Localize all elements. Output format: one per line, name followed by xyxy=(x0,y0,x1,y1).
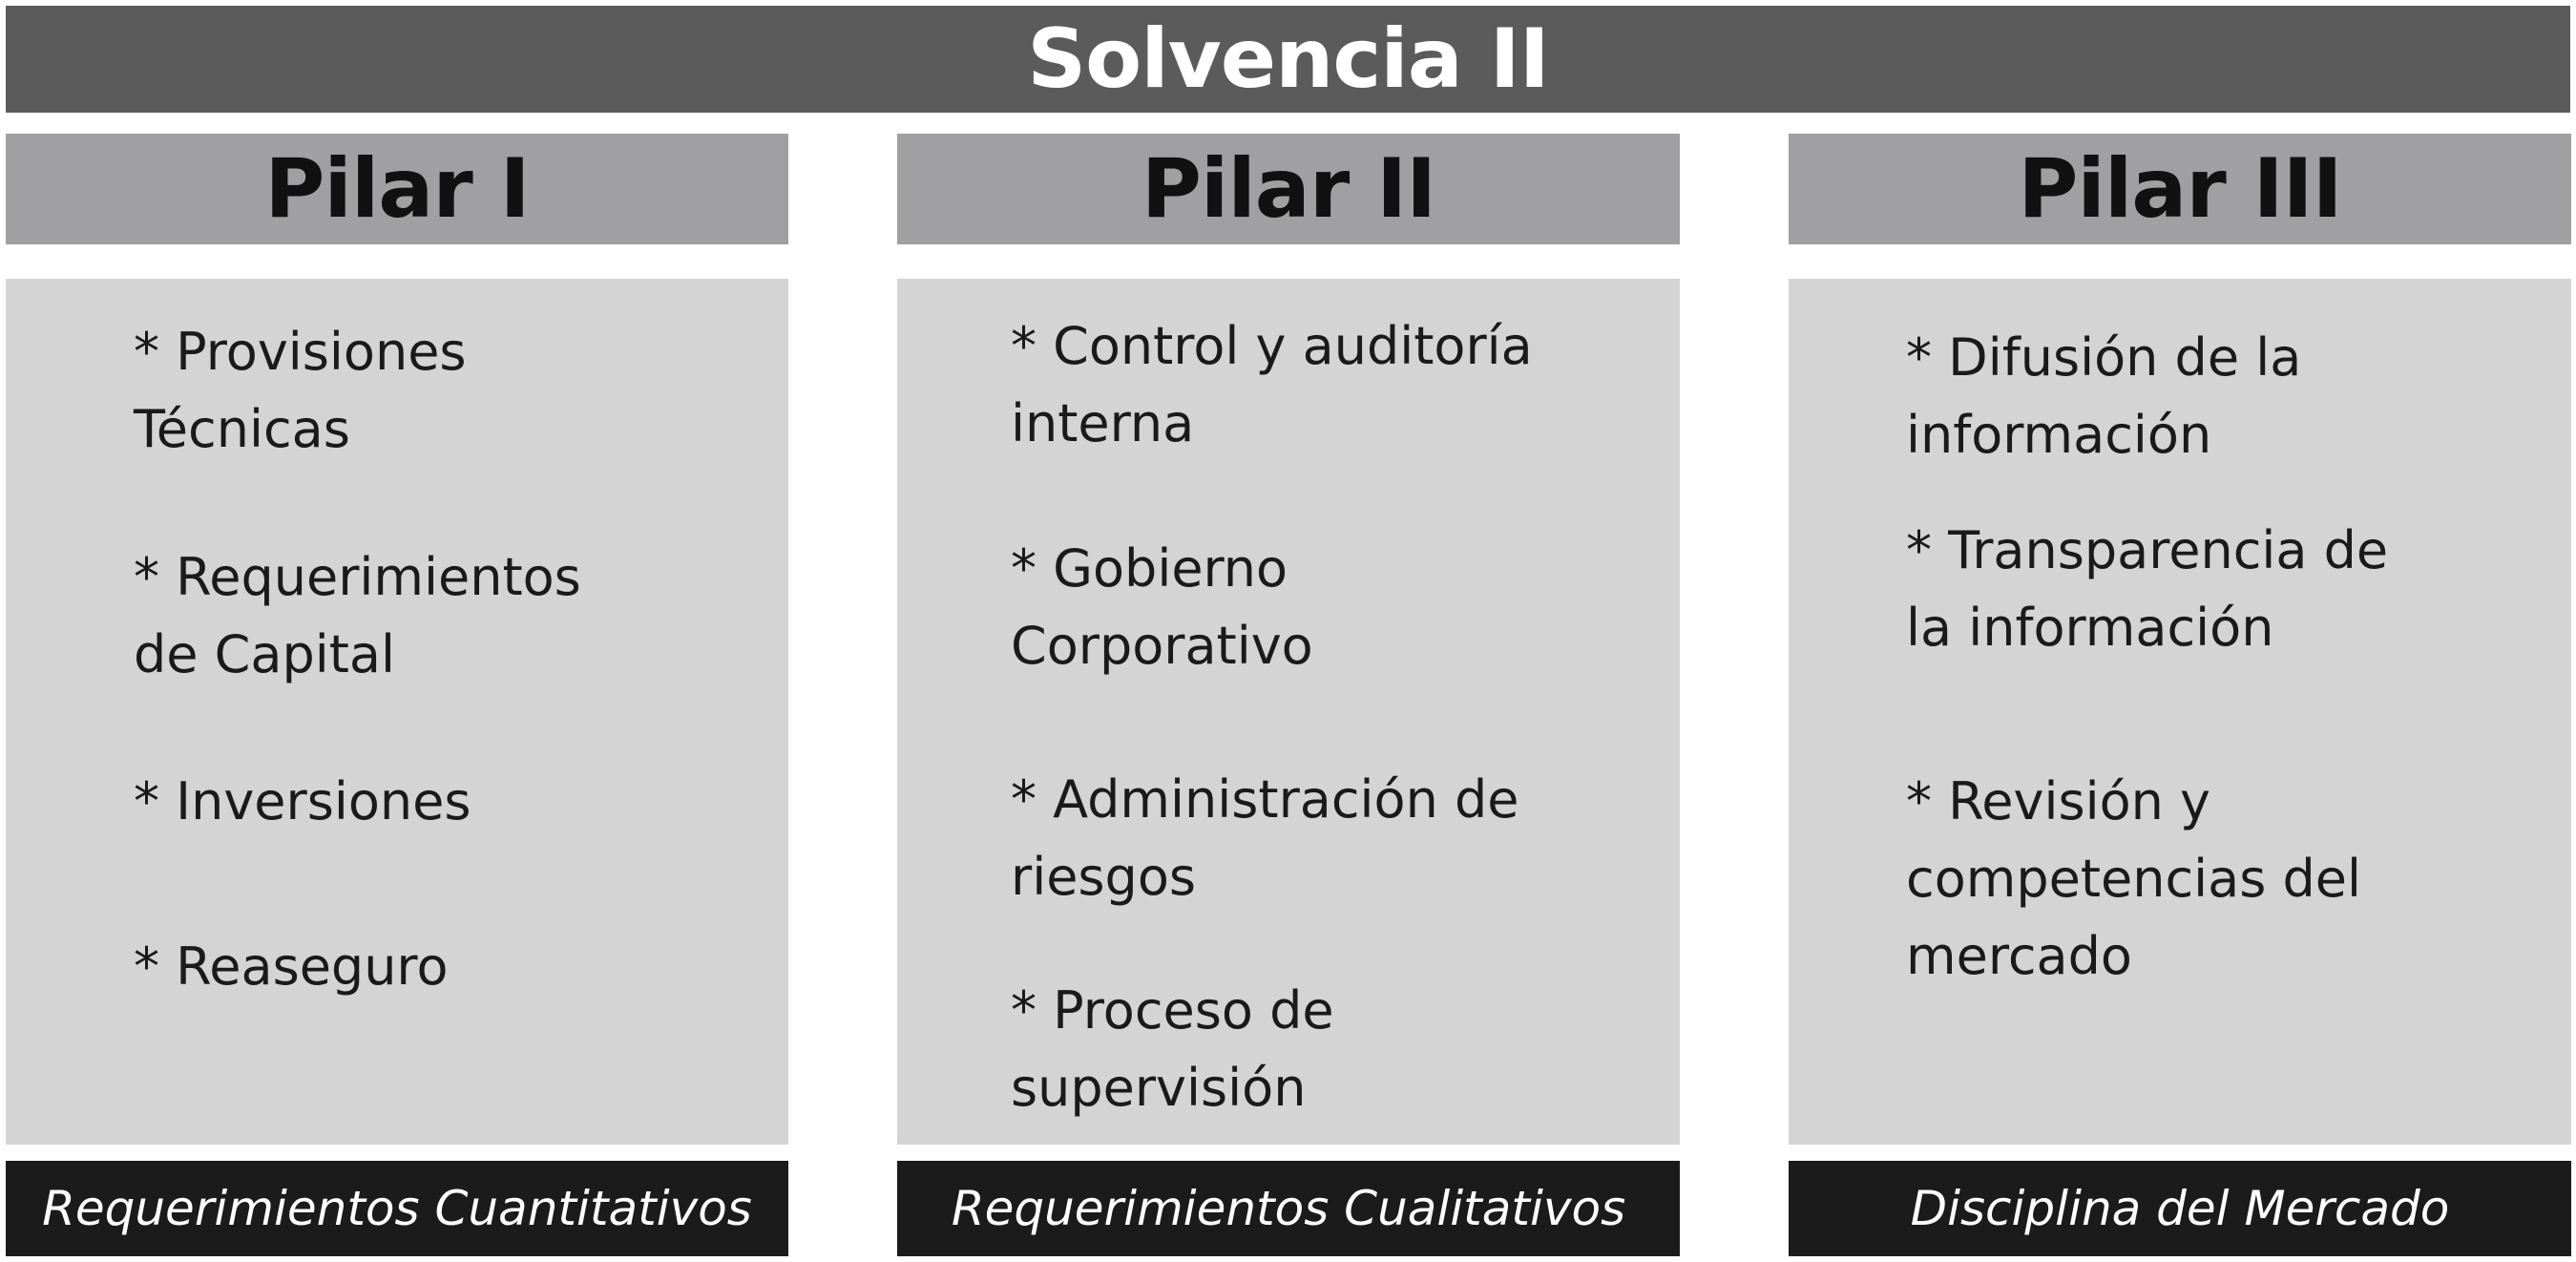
pillar-1-item-inversiones: * Inversiones xyxy=(134,771,471,831)
pillar-3-item-revision: * Revisión y competencias del mercado xyxy=(1906,771,2362,986)
pillar-2-item-control: * Control y auditoría interna xyxy=(1011,316,1533,453)
pillar-1-item-reaseguro: * Reaseguro xyxy=(134,936,449,997)
pillar-3-body xyxy=(1789,279,2571,1145)
pillar-2-item-gobierno: * Gobierno Corporativo xyxy=(1011,538,1313,676)
pillar-2-item-proceso: * Proceso de supervisión xyxy=(1011,980,1334,1118)
pillar-1-body xyxy=(6,279,788,1145)
pillar-1-header: Pilar I xyxy=(6,134,788,244)
pillar-2-item-administracion: * Administración de riesgos xyxy=(1011,769,1519,907)
pillar-3-item-difusion: * Difusión de la información xyxy=(1906,327,2302,465)
pillar-2-body xyxy=(897,279,1680,1145)
pillar-3-footer: Disciplina del Mercado xyxy=(1789,1161,2571,1256)
pillar-2-header: Pilar II xyxy=(897,134,1680,244)
pillar-3-item-transparencia: * Transparencia de la información xyxy=(1906,520,2389,658)
pillar-1-item-provisiones: * Provisiones Técnicas xyxy=(134,322,467,459)
pillar-1-footer: Requerimientos Cuantitativos xyxy=(6,1161,788,1256)
diagram-title: Solvencia II xyxy=(6,6,2570,113)
pillar-2-footer: Requerimientos Cualitativos xyxy=(897,1161,1680,1256)
pillar-3-header: Pilar III xyxy=(1789,134,2571,244)
pillar-1-item-requerimientos: * Requerimientos de Capital xyxy=(134,547,581,684)
